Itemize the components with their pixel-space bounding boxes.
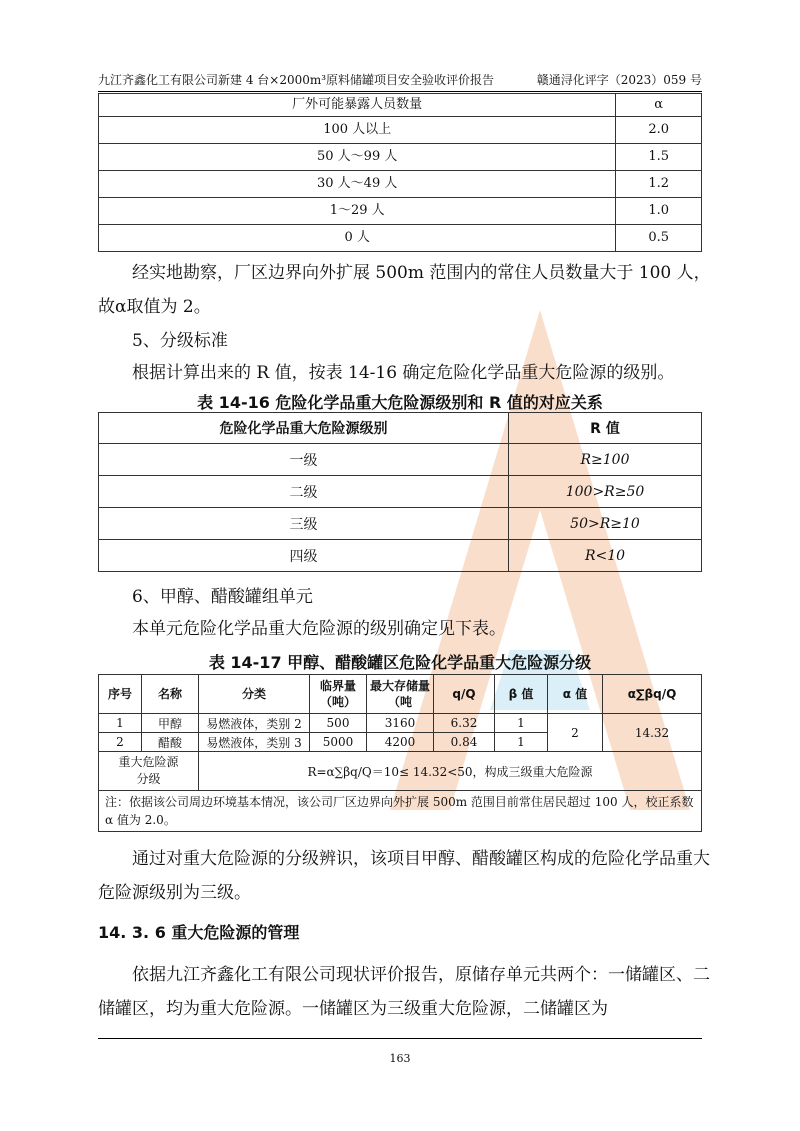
table-row — [99, 791, 702, 832]
table-cell: 1～29 人 — [99, 198, 616, 225]
footer-rule — [98, 1038, 702, 1039]
table-row — [99, 476, 702, 508]
table-cell: 易燃液体，类别 3 — [199, 733, 310, 752]
table-row — [99, 413, 702, 444]
table-cell: R≥100 — [509, 444, 702, 476]
table-row — [99, 117, 702, 144]
table-row — [99, 144, 702, 171]
table-header-cell: 厂外可能暴露人员数量 — [99, 94, 616, 117]
survey-paragraph: 经实地勘察，厂区边界向外扩展 500m 范围内的常住人员数量大于 100 人，故α取值为 2。 — [98, 263, 711, 317]
header-report-title: 九江齐鑫化工有限公司新建 4 台×2000m³原料储罐项目安全验收评价报告 — [98, 73, 495, 87]
table-cell: 1 — [495, 733, 548, 752]
table-cell: 二级 — [99, 476, 509, 508]
table-cell: 易燃液体，类别 2 — [199, 714, 310, 733]
grade-r-table — [98, 412, 702, 572]
table-header-cell: 危险化学品重大危险源级别 — [99, 413, 509, 444]
table-header-cell: 序号 — [99, 675, 142, 714]
table-cell: 甲醇 — [142, 714, 199, 733]
management-paragraph: 依据九江齐鑫化工有限公司现状评价报告，原储存单元共两个：一储罐区、二储罐区，均为重大危险源。一储罐区为三级重大危险源，二储罐区为 — [98, 965, 710, 1019]
table-header-cell: α — [616, 94, 702, 117]
table-cell: 0 人 — [99, 225, 616, 252]
exposure-alpha-table — [98, 93, 702, 252]
table-cell: 一级 — [99, 444, 509, 476]
table-row — [99, 444, 702, 476]
table-header-cell: 最大存储量（吨 — [367, 675, 434, 714]
table-cell: 50 人～99 人 — [99, 144, 616, 171]
conclusion-paragraph: 通过对重大危险源的分级辨识，该项目甲醇、醋酸罐区构成的危险化学品重大危险源级别为三级。 — [98, 849, 710, 903]
table-cell: 6.32 — [434, 714, 495, 733]
table-14-16-title: 表 14-16 危险化学品重大危险源级别和 R 值的对应关系 — [197, 393, 603, 412]
table-cell: 100>R≥50 — [509, 476, 702, 508]
table-cell: 1.2 — [616, 171, 702, 198]
table-header-cell: R 值 — [509, 413, 702, 444]
hazard-classification-table — [98, 674, 702, 832]
table-row — [99, 508, 702, 540]
unit-paragraph: 本单元危险化学品重大危险源的级别确定见下表。 — [132, 619, 506, 639]
grade-value-cell: R=α∑βq/Q＝10≤ 14.32<50，构成三级重大危险源 — [199, 752, 702, 791]
table-header-cell: 分类 — [199, 675, 310, 714]
item-heading-5: 5、分级标准 — [132, 331, 228, 351]
table-cell: 1.0 — [616, 198, 702, 225]
table-row — [99, 198, 702, 225]
table-cell: 0.5 — [616, 225, 702, 252]
table-row — [99, 225, 702, 252]
page-number: 163 — [389, 1052, 411, 1065]
table-header-cell: 名称 — [142, 675, 199, 714]
table-cell: 500 — [310, 714, 367, 733]
table-cell: 醋酸 — [142, 733, 199, 752]
table-header-cell: α 值 — [548, 675, 603, 714]
table-row — [99, 540, 702, 572]
header-rule — [98, 91, 702, 92]
table-cell: 四级 — [99, 540, 509, 572]
table-cell: 三级 — [99, 508, 509, 540]
table-row — [99, 171, 702, 198]
table-note: 注：依据该公司周边环境基本情况，该公司厂区边界向外扩展 500m 范围目前常住居民超过 100 人，校正系数 α 值为 2.0。 — [99, 791, 702, 832]
table-cell: 4200 — [367, 733, 434, 752]
section-heading: 14. 3. 6 重大危险源的管理 — [98, 923, 300, 942]
table-row — [99, 94, 702, 117]
table-cell: 1 — [99, 714, 142, 733]
table-cell: 5000 — [310, 733, 367, 752]
header-report-number: 赣通浔化评字（2023）059 号 — [536, 73, 702, 87]
total-value-cell: 14.32 — [603, 714, 702, 752]
table-cell: 100 人以上 — [99, 117, 616, 144]
table-cell: 30 人～49 人 — [99, 171, 616, 198]
table-cell: 1 — [495, 714, 548, 733]
table-header-cell: q/Q — [434, 675, 495, 714]
table-cell: R<10 — [509, 540, 702, 572]
table-cell: 2.0 — [616, 117, 702, 144]
table-header-cell: β 值 — [495, 675, 548, 714]
table-row — [99, 752, 702, 791]
item-heading-6: 6、甲醇、醋酸罐组单元 — [132, 587, 313, 607]
table-row — [99, 675, 702, 714]
page-header — [98, 70, 702, 90]
table-cell: 0.84 — [434, 733, 495, 752]
table-cell: 1.5 — [616, 144, 702, 171]
grade-label-cell: 重大危险源分级 — [99, 752, 199, 791]
alpha-value-cell: 2 — [548, 714, 603, 752]
table-row — [99, 714, 702, 733]
table-header-cell: 临界量（吨） — [310, 675, 367, 714]
table-header-cell: α∑βq/Q — [603, 675, 702, 714]
grading-paragraph: 根据计算出来的 R 值，按表 14-16 确定危险化学品重大危险源的级别。 — [132, 363, 675, 383]
table-cell: 3160 — [367, 714, 434, 733]
table-cell: 50>R≥10 — [509, 508, 702, 540]
table-14-17-title: 表 14-17 甲醇、醋酸罐区危险化学品重大危险源分级 — [208, 653, 592, 672]
table-cell: 2 — [99, 733, 142, 752]
